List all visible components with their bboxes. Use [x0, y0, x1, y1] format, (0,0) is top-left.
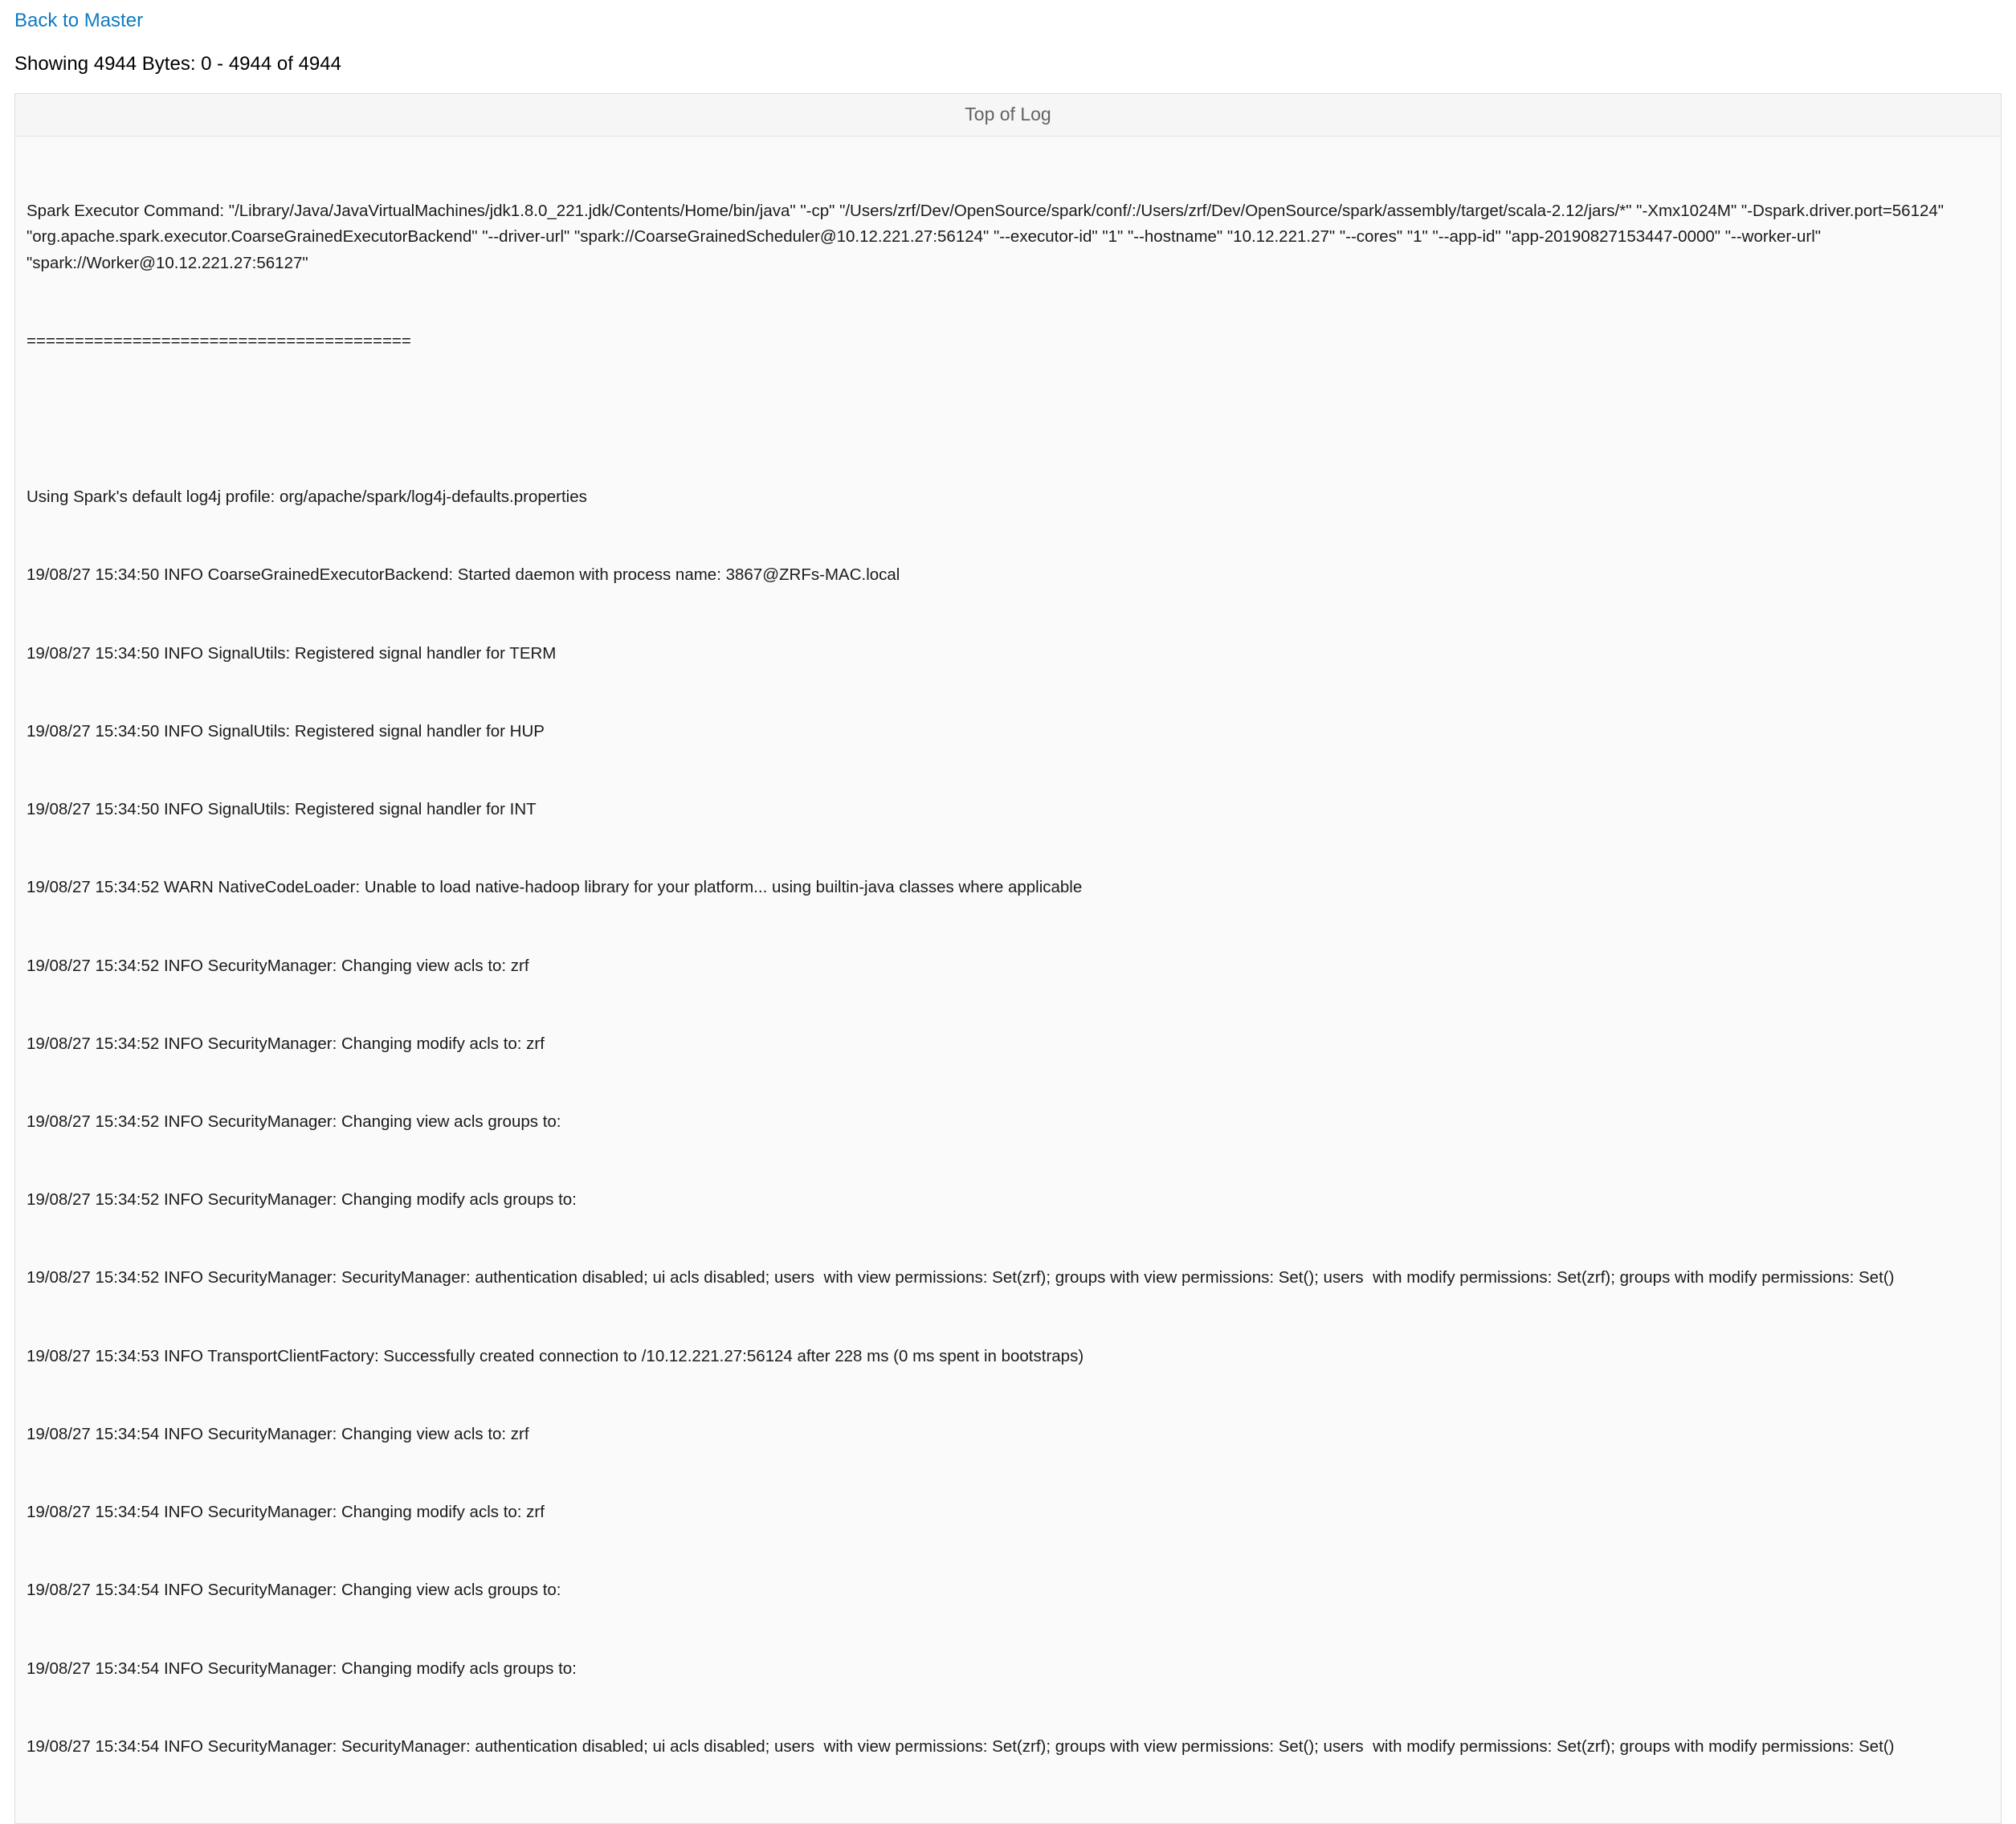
log-line: 19/08/27 15:34:52 INFO SecurityManager: Changing modify acls groups to:: [27, 1190, 577, 1210]
log-panel: [14, 93, 2002, 1824]
log-line: 19/08/27 15:34:52 INFO SecurityManager: Changing view acls to: zrf: [27, 956, 529, 975]
log-line: 19/08/27 15:34:54 INFO SecurityManager: Changing modify acls to: zrf: [27, 1503, 545, 1522]
log-line: 19/08/27 15:34:54 INFO SecurityManager: Changing view acls groups to:: [27, 1581, 561, 1600]
log-line: 19/08/27 15:34:50 INFO SignalUtils: Registered signal handler for INT: [27, 800, 537, 819]
log-line: ========================================: [27, 331, 411, 350]
log-line: 19/08/27 15:34:54 INFO SecurityManager: Changing view acls to: zrf: [27, 1424, 529, 1443]
log-line: 19/08/27 15:34:53 INFO TransportClientFactory: Successfully created connection to /10.12.221.27:56124 after 228 ms (0 ms spent in bootstraps): [27, 1346, 1084, 1365]
log-line: 19/08/27 15:34:54 INFO SecurityManager: SecurityManager: authentication disabled; ui acls disabled; users with view permissions: Set(zrf); groups with view permissions: Set(); users with modify permissions: Set(zrf); groups with modify permissions: Set(): [27, 1736, 1895, 1756]
showing-bytes-status: Showing 4944 Bytes: 0 - 4944 of 4944: [14, 53, 341, 75]
log-line: 19/08/27 15:34:52 INFO SecurityManager: Changing view acls groups to:: [27, 1112, 561, 1132]
back-to-master-link[interactable]: Back to Master: [14, 10, 144, 31]
log-line: 19/08/27 15:34:52 WARN NativeCodeLoader: Unable to load native-hadoop library for your platform... using builtin-java classes where applicable: [27, 878, 1083, 897]
log-line: 19/08/27 15:34:50 INFO SignalUtils: Registered signal handler for HUP: [27, 721, 545, 741]
log-line: 19/08/27 15:34:50 INFO SignalUtils: Registered signal handler for TERM: [27, 643, 557, 663]
log-line: 19/08/27 15:34:52 INFO SecurityManager: Changing modify acls to: zrf: [27, 1034, 545, 1053]
log-line: 19/08/27 15:34:52 INFO SecurityManager: SecurityManager: authentication disabled; ui acls disabled; users with view permissions: Set(zrf); groups with view permissions: Set(); users with modify permissions: Set(zrf); groups with modify permissions: Set(): [27, 1268, 1895, 1287]
log-line: 19/08/27 15:34:50 INFO CoarseGrainedExecutorBackend: Started daemon with process name: 3867@ZRFs-MAC.local: [27, 565, 900, 585]
log-content[interactable]: [15, 137, 2001, 1823]
log-panel-header: Top of Log: [15, 94, 2001, 137]
log-line: [27, 406, 1989, 432]
log-line: Using Spark's default log4j profile: org/apache/spark/log4j-defaults.properties: [27, 488, 587, 507]
log-line: Spark Executor Command: "/Library/Java/JavaVirtualMachines/jdk1.8.0_221.jdk/Contents/Home/bin/java" "-cp" "/Users/zrf/Dev/OpenSource/spark/conf/:/Users/zrf/Dev/OpenSource/spark/assembly/target/scala-2.12/jars/*" "-Xmx1024M" "-Dspark.driver.port=56124" "org.apache.spark.executor.CoarseGrainedExecutorBackend" "--driver-url" "spark://CoarseGrainedScheduler@10.12.221.27:56124" "--executor-id" "1" "--hostname" "10.12.221.27" "--cores" "1" "--app-id" "app-20190827153447-0000" "--worker-url" "spark://Worker@10.12.221.27:56127": [27, 201, 1949, 272]
log-line: 19/08/27 15:34:54 INFO SecurityManager: Changing modify acls groups to:: [27, 1659, 577, 1678]
